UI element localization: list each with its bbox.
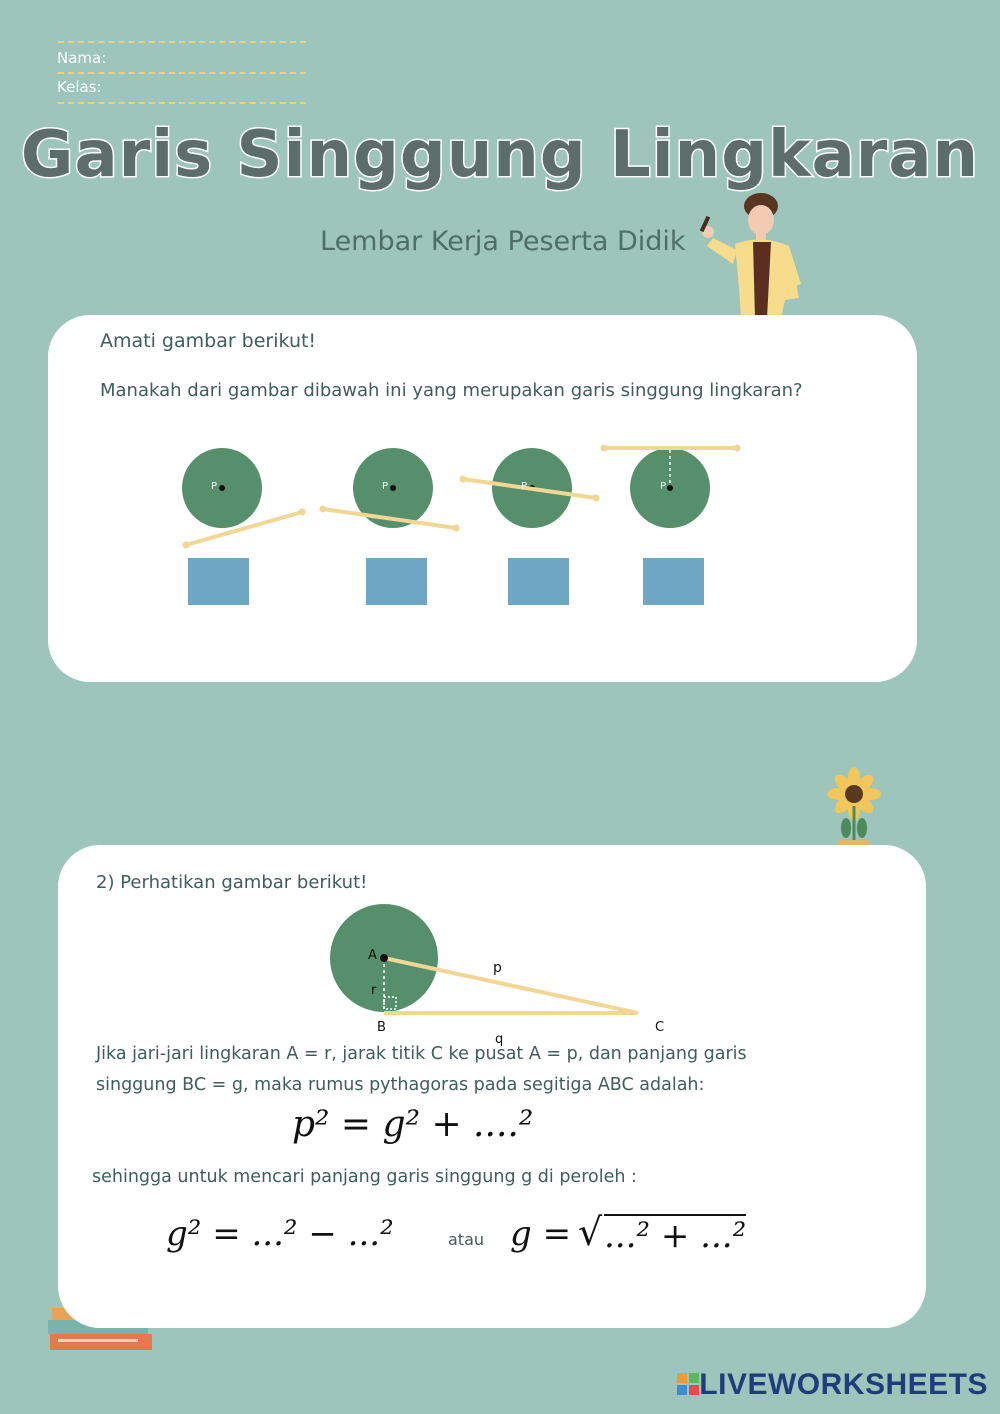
tangent-options-diagram: [0, 430, 1000, 630]
center-label-4: P: [660, 481, 667, 492]
answer-box-2: [366, 558, 427, 605]
label-b: B: [377, 1020, 386, 1035]
paragraph-line-1: Jika jari-jari lingkaran A = r, jarak titik C ke pusat A = p, dan panjang garis: [96, 1044, 747, 1064]
center-label-3: P: [521, 481, 528, 492]
label-p: p: [493, 960, 502, 976]
answer-box-3: [508, 558, 569, 605]
label-c: C: [655, 1020, 665, 1035]
or-word: atau: [448, 1230, 485, 1249]
figure-option-4: [601, 445, 741, 606]
question-text: Manakah dari gambar dibawah ini yang merupakan garis singgung lingkaran?: [100, 380, 803, 401]
name-top-dash: [58, 41, 306, 43]
center-label-1: P: [211, 481, 218, 492]
formula-g-squared: g² = ...² − ...²: [166, 1214, 394, 1254]
center-a: [380, 954, 388, 962]
instruction-text: Amati gambar berikut!: [100, 330, 317, 352]
center-label-2: P: [382, 481, 389, 492]
liveworksheets-icon: [677, 1373, 699, 1397]
paragraph-line-2: singgung BC = g, maka rumus pythagoras pada segitiga ABC adalah:: [96, 1075, 705, 1095]
center-point-4: [667, 485, 673, 491]
center-point-1: [219, 485, 225, 491]
name-underline: [58, 72, 306, 74]
label-a: A: [368, 948, 377, 963]
liveworksheets-text: LIVEWORKSHEETS: [699, 1368, 988, 1401]
figure-option-3: [460, 448, 600, 605]
liveworksheets-logo[interactable]: [677, 1368, 988, 1402]
label-q: q: [495, 1032, 504, 1047]
formula-radicand: ...² + ...²: [604, 1216, 747, 1256]
figure-option-2: [320, 448, 460, 605]
class-label: Kelas:: [57, 78, 102, 96]
section2-heading: 2) Perhatikan gambar berikut!: [96, 872, 368, 893]
formula-g-left: g =: [510, 1214, 572, 1254]
teacher-illustration: [695, 188, 810, 318]
answer-box-4: [643, 558, 704, 605]
page-title: Garis Singgung Lingkaran: [20, 118, 980, 192]
formula-pythagoras: p² = g² + ....²: [292, 1104, 534, 1145]
figure-option-1: [182, 448, 306, 605]
page-subtitle: Lembar Kerja Peserta Didik: [320, 226, 686, 257]
sqrt-symbol: √: [578, 1210, 603, 1254]
name-label: Nama:: [57, 49, 107, 67]
label-r: r: [371, 983, 377, 998]
class-underline: [58, 102, 306, 104]
center-point-2: [390, 485, 396, 491]
sunflower-decoration: [826, 766, 882, 848]
sentence-2: sehingga untuk mencari panjang garis singgung g di peroleh :: [92, 1167, 637, 1187]
answer-box-1: [188, 558, 249, 605]
